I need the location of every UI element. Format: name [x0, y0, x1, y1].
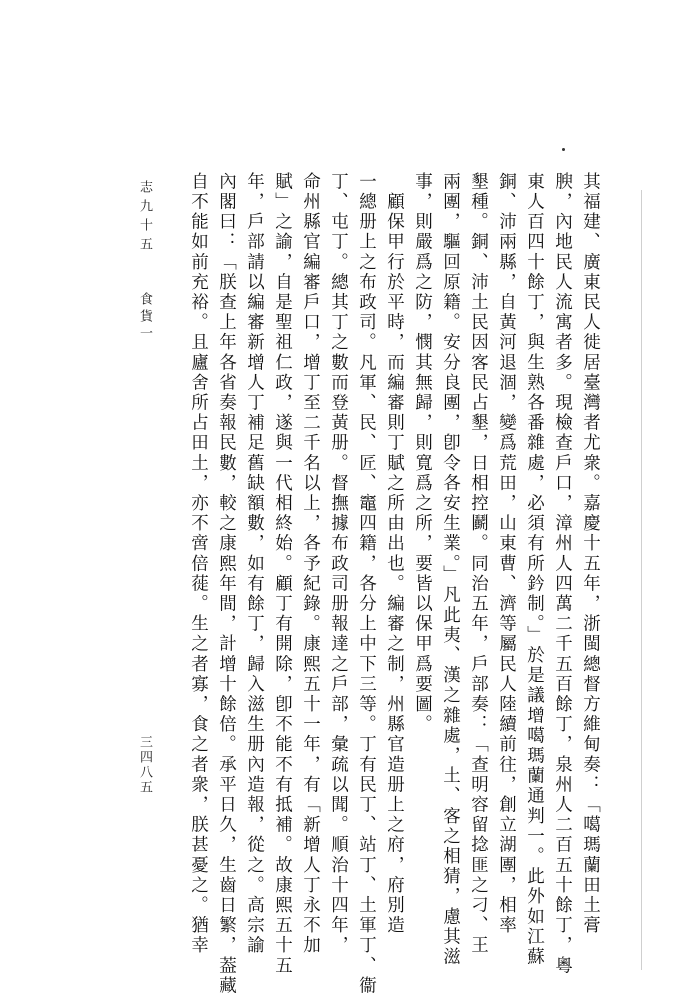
right-border-rule [641, 190, 642, 970]
text-column-5: 墾種。銅、沛土民因客民占墾，日相控鬬。同治五年，戶部奏：「查明容留捻匪之刁、王 [468, 172, 489, 956]
text-column-6: 兩團，驅回原籍。安分良團，卽令各安生業。」凡此夷、漢之雜處，土、客之相猜，慮其滋 [440, 172, 461, 968]
running-head-section: 食貨一 [137, 292, 152, 343]
text-column-15: 自不能如前充裕。且廬舍所占田土，亦不啻倍蓰。生之者寡，食之者衆，朕甚憂之。猶幸 [188, 172, 209, 956]
text-column-1: 其福建、廣東民人徙居臺灣者尤衆。嘉慶十五年，浙閩總督方維甸奏：「噶瑪蘭田土膏 [580, 172, 601, 936]
running-head-volume: 志九十五 [137, 180, 152, 256]
speck-mark [562, 148, 565, 151]
text-column-3: 東人百四十餘丁，與生熟各番雜處，必須有所鈐制。」於是議增噶瑪蘭通判一。此外如江蘇 [524, 172, 545, 968]
text-column-11: 命州縣官編審戶口，增丁至二千名以上，各予紀錄。康熙五十一年，有「新增人丁永不加 [300, 172, 321, 956]
text-column-8: 顧保甲行於平時，而編審則丁賦之所由出也。編審之制，州縣官造册上之府，府別造 [384, 172, 405, 936]
text-column-14: 內閣曰：「朕查上年各省奏報民數，較之康熙年間，計增十餘倍。承平日久，生齒日繁，葢藏 [216, 172, 237, 997]
page-number: 三四八五 [137, 735, 152, 795]
text-column-7: 事，則嚴爲之防，憫其無歸，則寬爲之所，要皆以保甲爲要圖。 [412, 172, 433, 735]
text-column-4: 銅、沛兩縣，自黃河退涸，變爲荒田，山東曹、濟等屬民人陸續前往，創立湖團，相率 [496, 172, 517, 936]
text-column-10: 丁、屯丁。總其丁之數而登黃册。督撫據布政司册報達之戶部，彙疏以聞。順治十四年， [328, 172, 349, 956]
text-column-2: 腴，內地民人流寓者多。現檢查戶口，漳州人四萬二千五百餘丁，泉州人二百五十餘丁，粵 [552, 172, 573, 976]
text-column-13: 年，戶部請以編審新增人丁補足舊缺額數，如有餘丁，歸入滋生册內造報，從之。高宗諭 [244, 172, 265, 956]
text-column-12: 賦」之諭，自是聖祖仁政，遂與一代相終始。顧丁有開除，卽不能不有抵補。故康熙五十五 [272, 172, 293, 976]
text-column-9: 一總册上之布政司。凡軍、民、匠、竈四籍，各分上中下三等。丁有民丁、站丁、土軍丁、衞 [356, 172, 377, 997]
